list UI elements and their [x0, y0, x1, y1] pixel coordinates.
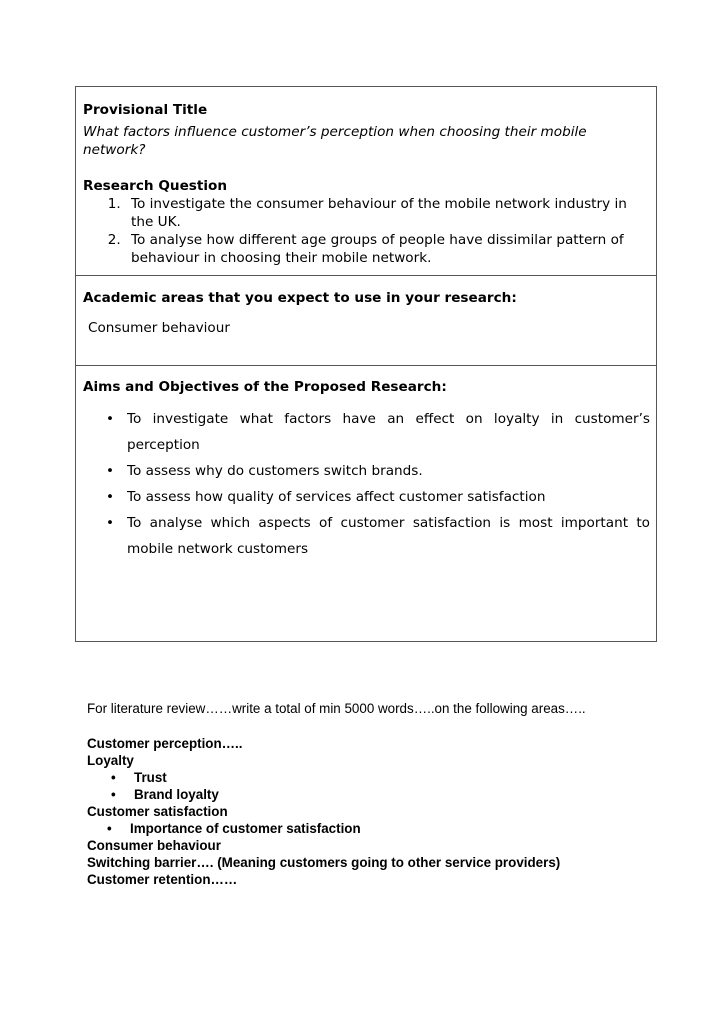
list-item: 2. To analyse how different age groups of people have dissimilar pattern of behaviour in choosing their mobile network. — [125, 231, 650, 267]
list-item: • Brand loyalty — [111, 787, 219, 802]
bullet-icon: • — [107, 821, 112, 836]
list-item: • To assess why do customers switch brands. — [83, 458, 650, 484]
literature-intro: For literature review……write a total of min 5000 words…..on the following areas….. — [87, 701, 586, 716]
provisional-title-text: What factors influence customer’s perception when choosing their mobile network? — [83, 124, 587, 158]
bullet-icon: • — [111, 787, 116, 802]
academic-areas-text: Consumer behaviour — [88, 320, 230, 336]
aims-heading: Aims and Objectives of the Proposed Research: — [83, 379, 447, 395]
academic-areas-heading: Academic areas that you expect to use in your research: — [83, 290, 517, 306]
loyalty-topic: Loyalty — [87, 753, 134, 768]
consumer-behaviour-topic: Consumer behaviour — [87, 838, 221, 853]
aims-list — [83, 406, 650, 562]
list-item: • To analyse which aspects of customer satisfaction is most important to mobile network customers — [83, 510, 650, 562]
customer-perception-topic: Customer perception….. — [87, 736, 243, 751]
list-item: • To assess how quality of services affect customer satisfaction — [83, 484, 650, 510]
bullet-icon: • — [106, 515, 115, 531]
switching-barrier-topic: Switching barrier…. (Meaning customers going to other service providers) — [87, 855, 561, 870]
bullet-icon: • — [111, 770, 116, 785]
bullet-icon: • — [106, 411, 115, 427]
bullet-icon: • — [106, 463, 115, 479]
bullet-icon: • — [106, 489, 115, 505]
list-item: • To investigate what factors have an effect on loyalty in customer’s perception — [83, 406, 650, 458]
customer-retention-topic: Customer retention…… — [87, 872, 238, 887]
aims-section — [76, 366, 656, 643]
literature-review-notes — [87, 700, 687, 888]
list-item: 1. To investigate the consumer behaviour of the mobile network industry in the UK. — [125, 195, 650, 231]
list-item: • Trust — [111, 770, 167, 785]
research-question-heading: Research Question — [83, 178, 228, 194]
research-question-list — [83, 195, 650, 267]
list-item: • Importance of customer satisfaction — [107, 821, 361, 836]
proposal-table — [75, 86, 657, 642]
title-question-section — [76, 87, 656, 276]
academic-areas-section — [76, 276, 656, 366]
customer-satisfaction-topic: Customer satisfaction — [87, 804, 228, 819]
provisional-title-heading: Provisional Title — [83, 102, 208, 118]
